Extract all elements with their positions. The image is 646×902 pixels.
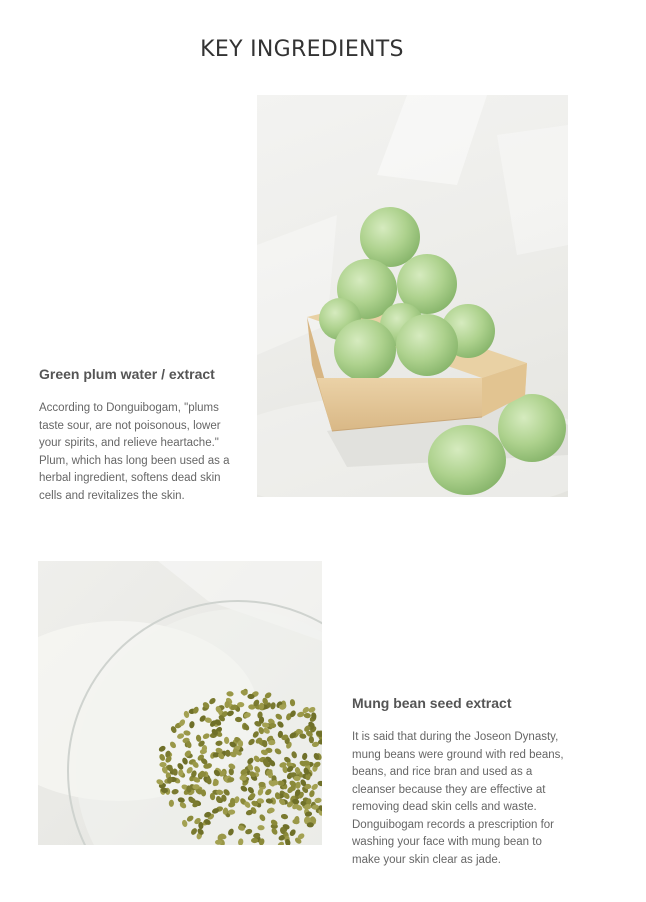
green-plum-photo bbox=[257, 95, 568, 497]
mung-bean-photo bbox=[38, 561, 322, 845]
ingredient-description-green-plum: According to Donguibogam, "plums taste sour, are not poisonous, lower your spirits, and relieve heartache." Plum, which has long been used as a herbal ingredient, softens dead skin cells and revitalizes the skin. bbox=[39, 402, 230, 502]
ingredient-title-mung-bean: Mung bean seed extract bbox=[352, 695, 512, 711]
ingredient-description-mung-bean: It is said that during the Joseon Dynasty, mung beans were ground with red beans, beans, and rice bran and used as a cleanser because they are effective at removing dead skin cells and waste. Donguibogam records a prescription for washing your face with mung bean to make your skin clear as jade. bbox=[352, 731, 564, 866]
ingredient-title-green-plum: Green plum water / extract bbox=[39, 366, 215, 382]
page-title: KEY INGREDIENTS bbox=[200, 36, 404, 62]
